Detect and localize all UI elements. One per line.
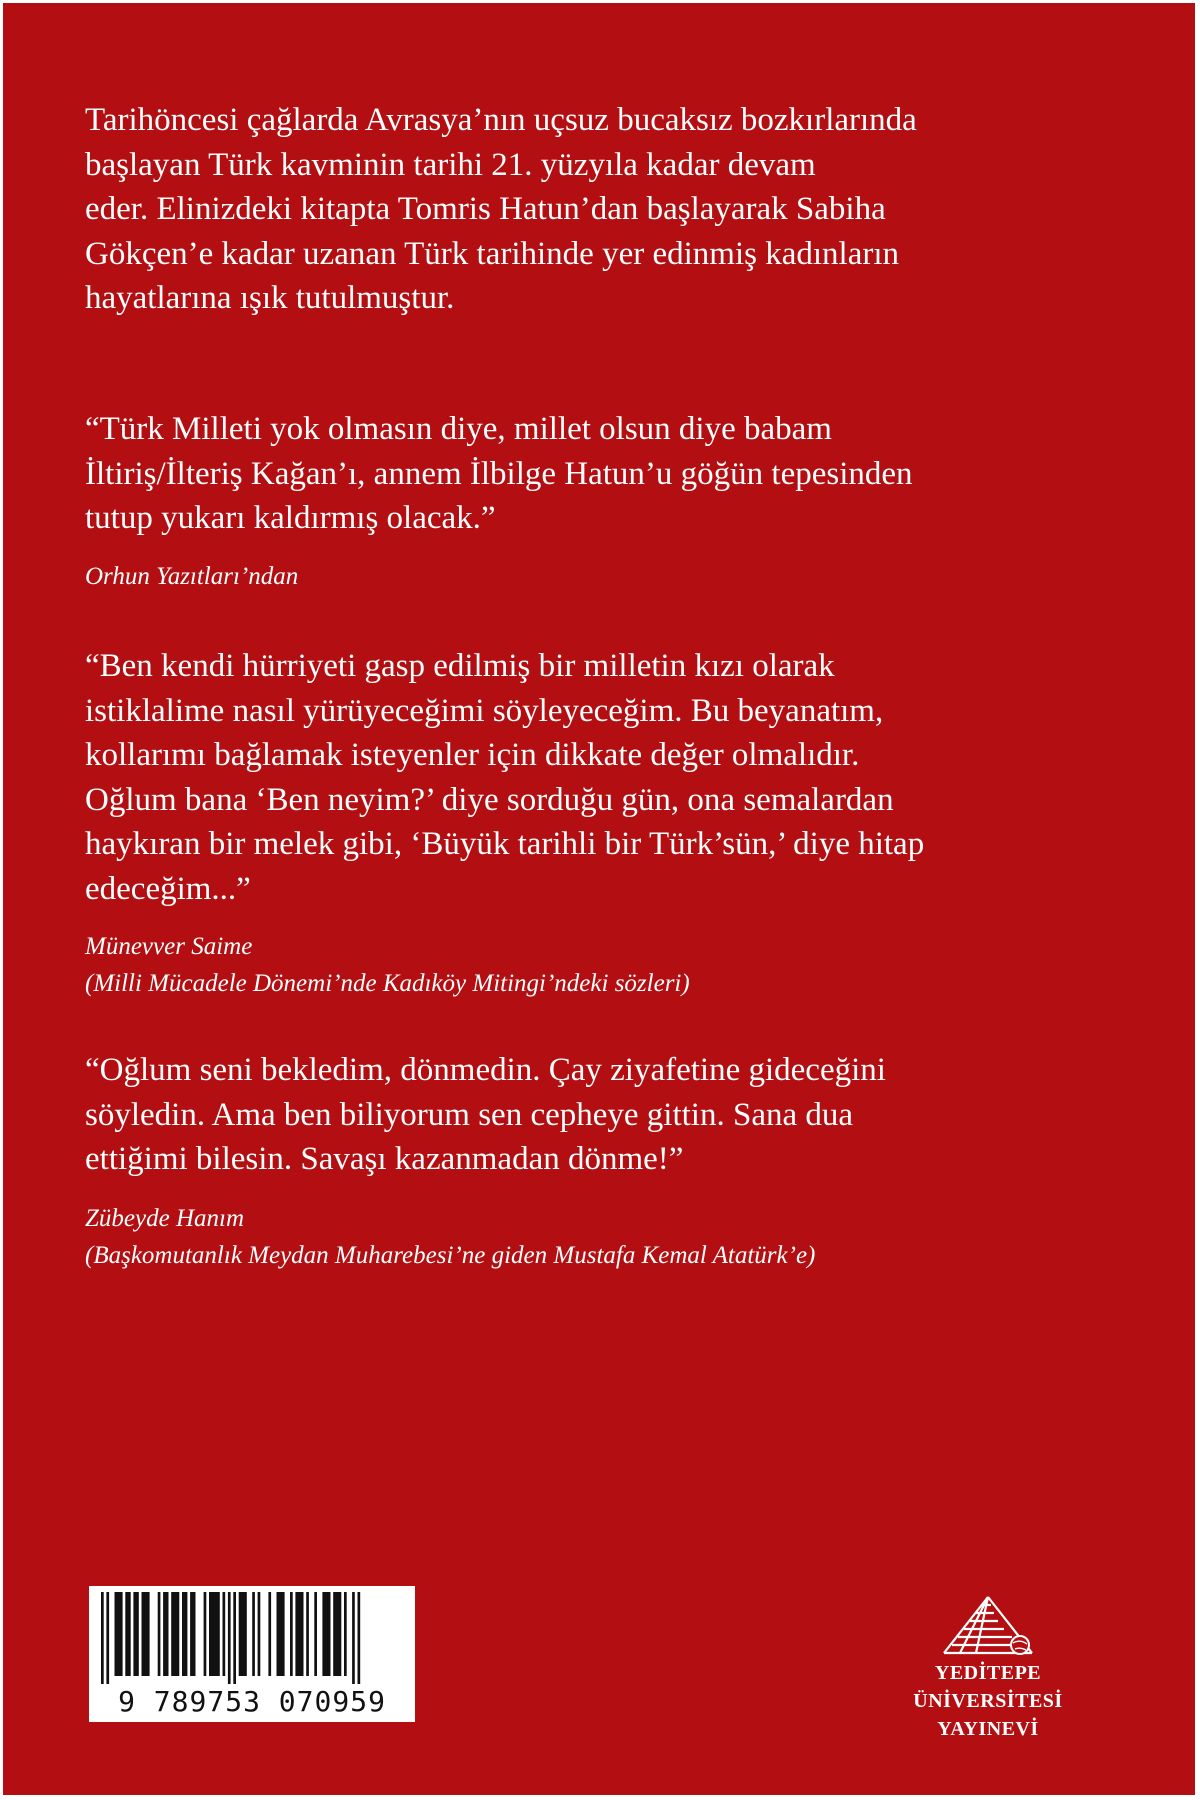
barcode-bar — [322, 1592, 330, 1676]
barcode-bar — [258, 1592, 261, 1676]
back-cover — [3, 3, 1195, 1795]
barcode-bar — [163, 1592, 168, 1676]
barcode-bar — [314, 1592, 317, 1676]
barcode-bar — [233, 1592, 236, 1684]
barcode-bar — [190, 1592, 195, 1676]
quote-3 — [85, 1048, 1095, 1182]
barcode-bar — [115, 1592, 123, 1676]
quote-1-attribution: Orhun Yazıtları’ndan — [85, 563, 299, 590]
intro-paragraph — [85, 98, 1095, 321]
barcode-bar — [333, 1592, 341, 1676]
barcode-bar — [352, 1592, 355, 1684]
barcode-bar — [182, 1592, 187, 1676]
barcode-bar — [228, 1592, 231, 1684]
intro-text: Tarihöncesi çağlarda Avrasya’nın uçsuz bucaksız bozkırlarında başlayan Türk kavminin tarihi 21. yüzyıla kadar devam eder. Elinizdeki kitapta Tomris Hatun’dan başlayarak Sabiha Gökçen’e kadar uzanan Türk tarihinde yer edinmiş kadınların hayatlarına ışık tutulmuştur. — [85, 102, 917, 316]
quote-2-attribution: Münevver Saime (Milli Mücadele Dönemi’nde Kadıköy Mitingi’ndeki sözleri) — [85, 933, 690, 997]
triangle-globe-logo-icon — [940, 1593, 1036, 1659]
barcode-bar — [295, 1592, 303, 1676]
barcode-bar — [158, 1592, 161, 1676]
barcode-bar — [306, 1592, 309, 1676]
publisher-name: YEDİTEPE ÜNİVERSİTESİ — [913, 1662, 1063, 1712]
quote-2 — [85, 644, 1095, 911]
barcode-bar — [358, 1592, 361, 1684]
barcode-bar — [277, 1592, 285, 1676]
barcode-bar — [204, 1592, 207, 1676]
barcode-bar — [290, 1592, 293, 1676]
barcode-bars — [89, 1586, 415, 1684]
barcode-bar — [101, 1592, 104, 1684]
quote-1 — [85, 407, 1095, 541]
barcode-bar — [252, 1592, 255, 1676]
publisher-imprint: YAYINEVİ — [937, 1718, 1039, 1740]
barcode-bar — [209, 1592, 220, 1676]
quote-3-text: “Oğlum seni bekledim, dönmedin. Çay ziyafetine gideceğini söyledin. Ama ben biliyorum sen cepheye gittin. Sana dua ettiğimi bilesin. Savaşı kazanmadan dönme!” — [85, 1052, 886, 1177]
barcode-number: 9 789753 070959 — [118, 1685, 386, 1718]
barcode-bar — [344, 1592, 347, 1676]
barcode-bar — [142, 1592, 150, 1676]
quote-2-text: “Ben kendi hürriyeti gasp edilmiş bir milletin kızı olarak istiklalime nasıl yürüyeceğimi söyleyeceğim. Bu beyanatım, kollarımı bağlamak isteyenler için dikkate değer olmalıdır. Oğlum bana ‘Ben neyim?’ diye sorduğu gün, ona semalardan haykıran bir melek gibi, ‘Büyük tarihli bir Türk’sün,’ diye hitap edeceğim...” — [85, 648, 925, 907]
isbn-barcode — [89, 1586, 415, 1722]
barcode-bar — [239, 1592, 247, 1676]
barcode-bar — [106, 1592, 109, 1684]
barcode-bar — [223, 1592, 226, 1676]
barcode-bar — [133, 1592, 138, 1676]
quote-3-attribution: Zübeyde Hanım (Başkomutanlık Meydan Muharebesi’ne giden Mustafa Kemal Atatürk’e) — [85, 1205, 816, 1269]
barcode-bar — [268, 1592, 271, 1676]
barcode-bar — [171, 1592, 179, 1676]
quote-1-text: “Türk Milleti yok olmasın diye, millet olsun diye babam İltiriş/İlteriş Kağan’ı, annem İlbilge Hatun’u göğün tepesinden tutup yukarı kaldırmış olacak.” — [85, 411, 913, 536]
barcode-bar — [125, 1592, 130, 1676]
publisher-logo — [858, 1593, 1118, 1743]
